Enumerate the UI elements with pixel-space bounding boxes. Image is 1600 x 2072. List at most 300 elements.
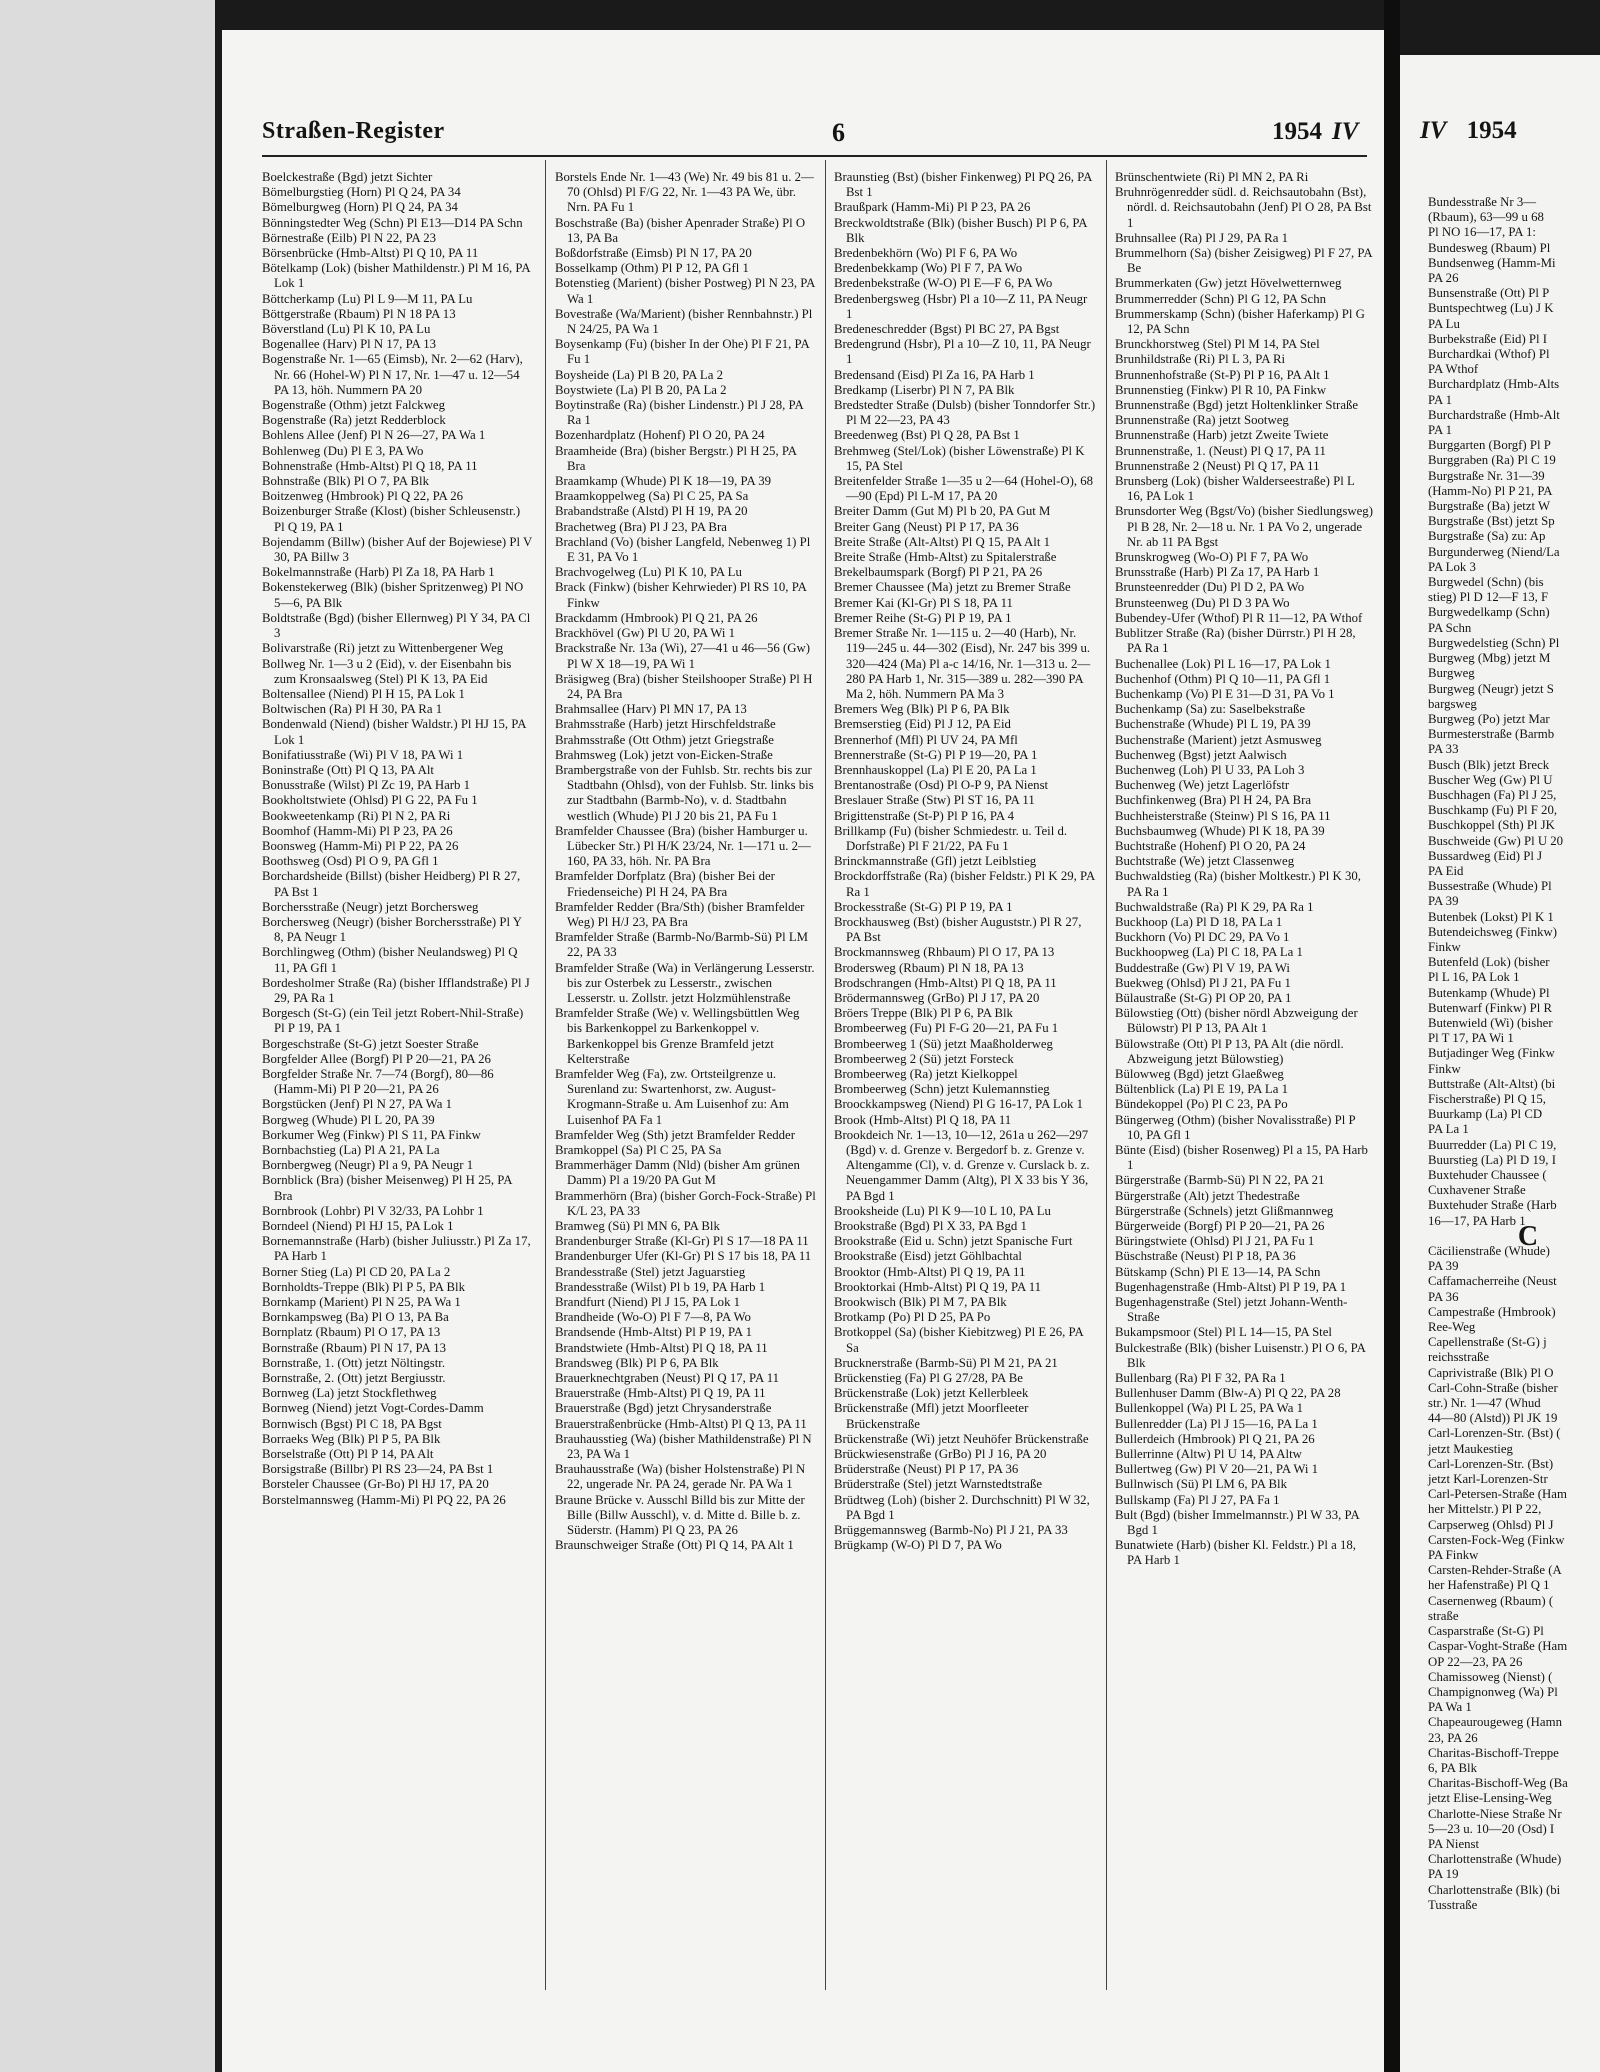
street-entry: Brunnenstraße 2 (Neust) Pl Q 17, PA 11 — [1115, 458, 1320, 473]
street-entry: Buckhoopweg (La) Pl C 18, PA La 1 — [1115, 945, 1303, 960]
street-entry: Brehmweg (Stel/Lok) (bisher Löwenstraße) Pl K 15, PA Stel — [834, 443, 1085, 473]
street-entry: Pl NO 16—17, PA 1: — [1428, 225, 1536, 240]
street-entry: Brüggemannsweg (Barmb-No) Pl J 21, PA 33 — [834, 1523, 1068, 1538]
street-entry: Borgfelder Straße Nr. 7—74 (Borgf), 80—86 (Hamm-Mi) Pl P 20—21, PA 26 — [262, 1066, 494, 1097]
street-entry: Burgstraße Nr. 31—39 — [1428, 468, 1545, 483]
street-entry: Böverstland (Lu) Pl K 10, PA Lu — [262, 322, 431, 337]
street-entry: Tusstraße — [1428, 1897, 1478, 1912]
street-entry: Capellenstraße (St-G) j — [1428, 1335, 1547, 1350]
street-entry: Bukampsmoor (Stel) Pl L 14—15, PA Stel — [1115, 1325, 1332, 1340]
street-entry: Brunnenhofstraße (St-P) Pl P 16, PA Alt 1 — [1115, 367, 1330, 382]
street-entry: Buchsbaumweg (Whude) Pl K 18, PA 39 — [1115, 823, 1325, 838]
street-entry: PA 1 — [1428, 423, 1453, 438]
street-entry: Bookholtstwiete (Ohlsd) Pl G 22, PA Fu 1 — [262, 793, 478, 808]
street-entry: Bürgerstraße (Barmb-Sü) Pl N 22, PA 21 — [1115, 1173, 1325, 1188]
street-entry: (Hamm-No) Pl P 21, PA — [1428, 483, 1553, 498]
street-entry: Brauerstraße (Bgd) jetzt Chrysanderstraße — [555, 1401, 772, 1416]
street-entry: Buchenweg (We) jetzt Lagerlöfstr — [1115, 778, 1290, 793]
street-entry: PA 1 — [1428, 392, 1453, 407]
street-entry: Bremer Straße Nr. 1—115 u. 2—40 (Harb), Nr. 119—245 u. 44—302 (Eisd), Nr. 247 bis 399 u. 320—424 (Ma) Pl a-c 14/16, Nr. 1—313 u. 2—280 PA Harb 1, Nr. 315—389 u. 282—390 PA Ma 2, höh. Nummern PA Ma 3 — [834, 626, 1091, 701]
street-entry: Burgwedelstieg (Schn) Pl — [1428, 635, 1560, 650]
street-entry: Bundesweg (Rbaum) Pl — [1428, 240, 1551, 255]
street-entry: Bullenredder (La) Pl J 15—16, PA La 1 — [1115, 1416, 1318, 1431]
street-entry: Bullerrinne (Altw) Pl U 14, PA Altw — [1115, 1447, 1302, 1462]
street-entry: Bonifatiusstraße (Wi) Pl V 18, PA Wi 1 — [262, 747, 464, 762]
street-entry: Boschstraße (Ba) (bisher Apenrader Straße) Pl O 13, PA Ba — [555, 215, 806, 245]
street-entry: Bruhnsallee (Ra) Pl J 29, PA Ra 1 — [1115, 230, 1288, 245]
street-entry: Brahmsstraße (Ott Othm) jetzt Griegstraße — [555, 732, 774, 747]
street-entry: Brookdeich Nr. 1—13, 10—12, 261a u 262—297 (Bgd) v. d. Grenze v. Bergedorf b. z. Grenze v. Altengamme (Cl), v. d. Grenze v. Curslack b. z. Neuengammer Damm (Altg), Pl X 33 bis Y 36, PA Bgd 1 — [834, 1127, 1090, 1203]
street-entry: Bornbergweg (Neugr) Pl a 9, PA Neugr 1 — [262, 1158, 474, 1173]
street-entry: Brodschrangen (Hmb-Altst) Pl Q 18, PA 11 — [834, 975, 1057, 990]
street-entry: Buntspechtweg (Lu) J K — [1428, 301, 1554, 316]
street-entry: PA La 1 — [1428, 1122, 1469, 1137]
section-letter: C — [1517, 1220, 1539, 1252]
street-entry: Burgwedelkamp (Schn) — [1428, 605, 1550, 620]
street-entry: Buckhorn (Vo) Pl DC 29, PA Vo 1 — [1115, 930, 1290, 945]
street-entry: 16—17, PA Harb 1 — [1428, 1213, 1526, 1228]
street-entry: Bramfelder Redder (Bra/Sth) (bisher Bramfelder Weg) Pl H/J 23, PA Bra — [555, 899, 805, 929]
street-entry: Brennerstraße (St-G) Pl P 19—20, PA 1 — [834, 747, 1038, 762]
street-entry: Butendeichsweg (Finkw) — [1428, 924, 1558, 939]
street-entry: Boysenkamp (Fu) (bisher In der Ohe) Pl F 21, PA Fu 1 — [555, 337, 810, 367]
street-entry: Bramfelder Chaussee (Bra) (bisher Hamburger u. Lübecker Str.) Pl H/K 23/24, Nr. 1—171 u. 2—160, PA 33, höh. Nr. PA Bra — [555, 823, 811, 869]
street-entry: Burggraben (Ra) Pl C 19 — [1428, 453, 1556, 468]
street-entry: Braußpark (Hamm-Mi) Pl P 23, PA 26 — [834, 200, 1031, 215]
street-entry: Bokelmannstraße (Harb) Pl Za 18, PA Harb 1 — [262, 565, 495, 580]
street-entry: Brandesstraße (Wilst) Pl b 19, PA Harb 1 — [555, 1279, 766, 1294]
street-entry: Bütskamp (Schn) Pl E 13—14, PA Schn — [1115, 1264, 1321, 1279]
street-entry: Brunckhorstweg (Stel) Pl M 14, PA Stel — [1115, 337, 1320, 352]
street-entry: stieg) Pl D 12—F 13, F — [1428, 590, 1549, 605]
street-entry: Bredenbergsweg (Hsbr) Pl a 10—Z 11, PA Neugr 1 — [834, 291, 1088, 321]
street-entry: Buurkamp (La) Pl CD — [1428, 1107, 1543, 1122]
street-entry: Brummerskamp (Schn) (bisher Haferkamp) Pl G 12, PA Schn — [1115, 306, 1365, 337]
street-entry: Buxtehuder Straße (Harb — [1428, 1198, 1557, 1213]
street-entry: Carl-Cohn-Straße (bisher — [1428, 1380, 1558, 1395]
street-entry: Brinckmannstraße (Gfl) jetzt Leiblstieg — [834, 854, 1037, 869]
street-entry: Burgstraße (Ba) jetzt W — [1428, 499, 1551, 514]
street-entry: Buchenhof (Othm) Pl Q 10—11, PA Gfl 1 — [1115, 671, 1331, 686]
street-entry: Brunsdorter Weg (Bgst/Vo) (bisher Siedlungsweg) Pl B 28, Nr. 2—18 u. Nr. 1 PA Vo 2, ungerade Nr. ab 11 PA Bgst — [1115, 504, 1373, 549]
street-entry: Brandsende (Hmb-Altst) Pl P 19, PA 1 — [555, 1325, 753, 1340]
street-entry: Boothsweg (Osd) Pl O 9, PA Gfl 1 — [262, 854, 439, 869]
street-entry: Bülowstieg (Ott) (bisher nördl Abzweigung der Bülowstr) Pl P 13, PA Alt 1 — [1115, 1006, 1358, 1036]
street-entry: Bornstraße, 1. (Ott) jetzt Nöltingstr. — [262, 1355, 446, 1370]
street-entry: Brookstraße (Eisd) jetzt Göhlbachtal — [834, 1249, 1022, 1264]
street-entry: Bubendey-Ufer (Wthof) Pl R 11—12, PA Wthof — [1115, 610, 1363, 625]
street-entry: Burgweg (Mbg) jetzt M — [1428, 651, 1551, 666]
street-entry: PA Schn — [1428, 620, 1472, 635]
street-entry: Brünschentwiete (Ri) Pl MN 2, PA Ri — [1115, 170, 1309, 184]
header-rule — [262, 155, 1367, 157]
street-entry: Brackhövel (Gw) Pl U 20, PA Wi 1 — [555, 626, 736, 641]
street-entry: Finkw — [1428, 1061, 1461, 1076]
street-entry: Bullenhuser Damm (Blw-A) Pl Q 22, PA 28 — [1115, 1386, 1341, 1401]
street-entry: Buchtstraße (We) jetzt Classenweg — [1115, 854, 1295, 869]
street-entry: Casparstraße (St-G) Pl — [1428, 1624, 1544, 1639]
street-entry: Bullskamp (Fa) Pl J 27, PA Fa 1 — [1115, 1492, 1280, 1507]
street-entry: Borraeks Weg (Blk) Pl P 5, PA Blk — [262, 1431, 441, 1446]
street-entry: PA 33 — [1428, 742, 1459, 757]
street-entry: Burgweg (Po) jetzt Mar — [1428, 711, 1550, 726]
street-entry: Bornblick (Bra) (bisher Meisenweg) Pl H 25, PA Bra — [262, 1173, 512, 1203]
street-entry: Boizenburger Straße (Klost) (bisher Schleusenstr.) Pl Q 19, PA 1 — [262, 504, 521, 534]
street-entry: Bremer Chaussee (Ma) jetzt zu Bremer Straße — [834, 580, 1071, 595]
street-entry: Bundsenweg (Hamm-Mi — [1428, 255, 1556, 270]
street-entry: Buschkamp (Fu) Pl F 20, — [1428, 803, 1558, 818]
street-entry: Pl L 16, PA Lok 1 — [1428, 970, 1520, 985]
street-entry: Carl-Petersen-Straße (Ham — [1428, 1487, 1567, 1502]
street-entry: PA Eid — [1428, 863, 1464, 878]
street-entry: Finkw — [1428, 939, 1461, 954]
street-entry: Carsten-Rehder-Straße (A — [1428, 1563, 1562, 1578]
street-entry: PA 26 — [1428, 271, 1459, 286]
street-entry: Brunnenstraße (Harb) jetzt Zweite Twiete — [1115, 428, 1329, 443]
street-entry: Buckhoop (La) Pl D 18, PA La 1 — [1115, 914, 1283, 929]
street-entry: Buschhagen (Fa) Pl J 25, — [1428, 787, 1557, 802]
street-entry: Brigittenstraße (St-P) Pl P 16, PA 4 — [834, 808, 1015, 823]
street-entry: Brackstraße Nr. 13a (Wi), 27—41 u 46—56 (Gw) Pl W X 18—19, PA Wi 1 — [555, 641, 811, 671]
street-entry: Brunnenstraße, 1. (Neust) Pl Q 17, PA 11 — [1115, 443, 1326, 458]
street-entry: Bussardweg (Eid) Pl J — [1428, 848, 1543, 863]
street-entry: Brandfurt (Niend) Pl J 15, PA Lok 1 — [555, 1295, 741, 1310]
street-entry: Bredengrund (Hsbr), Pl a 10—Z 10, 11, PA Neugr 1 — [834, 337, 1091, 367]
street-entry: PA Wa 1 — [1428, 1700, 1472, 1715]
street-entry: Borsteler Chaussee (Gr-Bo) Pl HJ 17, PA 20 — [262, 1477, 489, 1492]
street-entry: Bredeneschredder (Bgst) Pl BC 27, PA Bgst — [834, 322, 1060, 337]
street-entry: Brombeerweg (Fu) Pl F-G 20—21, PA Fu 1 — [834, 1021, 1059, 1036]
street-entry: Buchfinkenweg (Bra) Pl H 24, PA Bra — [1115, 793, 1312, 808]
street-entry: Bornweg (Niend) jetzt Vogt-Cordes-Damm — [262, 1401, 484, 1416]
street-entry: Bramfelder Straße (Wa) in Verlängerung Lesserstr. bis zur Osterbek zu Lesserstr., zwischen Lesserstr. u. Zollstr. jetzt Holzmühlenstraße — [555, 960, 815, 1005]
street-entry: Brockdorffstraße (Ra) (bisher Feldstr.) Pl K 29, PA Ra 1 — [834, 869, 1095, 899]
street-entry: Brunskrogweg (Wo-O) Pl F 7, PA Wo — [1115, 550, 1309, 565]
street-entry: Brunsstraße (Harb) Pl Za 17, PA Harb 1 — [1115, 565, 1320, 580]
street-entry: Braamkamp (Whude) Pl K 18—19, PA 39 — [555, 474, 771, 489]
street-entry: Brunnenstieg (Finkw) Pl R 10, PA Finkw — [1115, 382, 1327, 397]
street-entry: Bömelburgstieg (Horn) Pl Q 24, PA 34 — [262, 185, 461, 200]
street-entry: Brandesstraße (Stel) jetzt Jaguarstieg — [555, 1264, 746, 1279]
street-entry: Boonsweg (Hamm-Mi) Pl P 22, PA 26 — [262, 838, 459, 853]
column-divider — [825, 160, 826, 1990]
street-entry: Bolivarstraße (Ri) jetzt zu Wittenbergener Weg — [262, 641, 504, 656]
page-year: 1954 — [1272, 118, 1322, 145]
street-entry: Bönningstedter Weg (Schn) Pl E13—D14 PA Schn — [262, 215, 523, 230]
street-entry: Buchenkamp (Sa) zu: Saselbekstraße — [1115, 702, 1306, 717]
street-entry: Brennerhof (Mfl) Pl UV 24, PA Mfl — [834, 732, 1018, 747]
street-entry: Bramfelder Straße (We) v. Wellingsbüttlen Weg bis Barkenkoppel zu Barkenkoppel v. Barkenkoppel bis Grenze Bramfeld jetzt Kelterstraße — [555, 1006, 800, 1066]
street-column-1 — [262, 170, 532, 1970]
street-entry: Borstels Ende Nr. 1—43 (We) Nr. 49 bis 81 u. 2—70 (Ohlsd) Pl F/G 22, Nr. 1—43 PA We, übr. Nrn. PA Fu 1 — [555, 170, 814, 215]
street-entry: Borselstraße (Ott) Pl P 14, PA Alt — [262, 1447, 434, 1462]
street-entry: 6, PA Blk — [1428, 1760, 1477, 1775]
street-entry: Brüdtweg (Loh) (bisher 2. Durchschnitt) Pl W 32, PA Bgd 1 — [834, 1492, 1090, 1522]
street-entry: Chamissoweg (Nienst) ( — [1428, 1669, 1553, 1684]
street-entry: Bremers Weg (Blk) Pl P 6, PA Blk — [834, 702, 1010, 717]
street-entry: straße — [1428, 1608, 1459, 1623]
register-page — [222, 30, 1384, 2072]
street-entry: Brunsteenweg (Du) Pl D 3 PA Wo — [1115, 595, 1290, 610]
street-entry: Brauhausstieg (Wa) (bisher Mathildenstraße) Pl N 23, PA Wa 1 — [555, 1431, 812, 1462]
page-volume: IV — [1332, 118, 1359, 145]
street-entry: Bohlens Allee (Jenf) Pl N 26—27, PA Wa 1 — [262, 428, 486, 443]
street-entry: jetzt Maukestieg — [1428, 1441, 1513, 1456]
street-entry: PA 36 — [1428, 1289, 1459, 1304]
street-entry: Bojendamm (Billw) (bisher Auf der Bojewiese) Pl V 30, PA Billw 3 — [262, 534, 532, 565]
street-entry: Bornwisch (Bgst) Pl C 18, PA Bgst — [262, 1416, 442, 1431]
street-entry: Pl T 17, PA Wi 1 — [1428, 1031, 1514, 1046]
street-entry: Bonusstraße (Wilst) Pl Zc 19, PA Harb 1 — [262, 778, 471, 793]
street-entry: Breiter Damm (Gut M) Pl b 20, PA Gut M — [834, 504, 1051, 519]
street-entry: Bremserstieg (Eid) Pl J 12, PA Eid — [834, 717, 1011, 732]
street-entry: Champignonweg (Wa) Pl — [1428, 1684, 1558, 1699]
street-entry: Brauhausstraße (Wa) (bisher Holstenstraße) Pl N 22, ungerade Nr. PA 24, gerade Nr. PA Wa 1 — [555, 1462, 806, 1492]
street-entry: Brunsteenredder (Du) Pl D 2, PA Wo — [1115, 580, 1305, 595]
street-entry: Brunnenstraße (Ra) jetzt Sootweg — [1115, 413, 1289, 428]
street-entry: Borstelmannsweg (Hamm-Mi) Pl PQ 22, PA 26 — [262, 1492, 506, 1507]
street-entry: Breiter Gang (Neust) Pl P 17, PA 36 — [834, 519, 1019, 534]
street-entry: Brückwiesenstraße (GrBo) Pl J 16, PA 20 — [834, 1447, 1047, 1462]
street-entry: Bornkamp (Marient) Pl N 25, PA Wa 1 — [262, 1295, 461, 1310]
street-entry: Brummerkaten (Gw) jetzt Hövelwetternweg — [1115, 276, 1342, 291]
street-entry: Brookstraße (Bgd) Pl X 33, PA Bgd 1 — [834, 1219, 1027, 1234]
street-entry: Brüderstraße (Stel) jetzt Warnstedtstraße — [834, 1477, 1043, 1492]
street-entry: Burchardstraße (Hmb-Alt — [1428, 407, 1560, 422]
street-entry: Bornstraße (Rbaum) Pl N 17, PA 13 — [262, 1340, 447, 1355]
street-entry: Bremer Reihe (St-G) Pl P 19, PA 1 — [834, 610, 1012, 625]
facing-page-volume: IV — [1420, 117, 1447, 144]
street-entry: Braunstieg (Bst) (bisher Finkenweg) Pl PQ 26, PA Bst 1 — [834, 170, 1092, 200]
street-entry: Bogenstraße (Othm) jetzt Falckweg — [262, 398, 446, 413]
street-entry: Börnestraße (Eilb) Pl N 22, PA 23 — [262, 230, 437, 245]
street-entry: Charlotte-Niese Straße Nr — [1428, 1806, 1562, 1821]
street-entry: PA Wthof — [1428, 362, 1479, 377]
street-entry: Butenfeld (Lok) (bisher — [1428, 955, 1550, 970]
street-entry: Bokenstekerweg (Blk) (bisher Spritzenweg) Pl NO 5—6, PA Blk — [262, 580, 524, 610]
street-entry: Bredensand (Eisd) Pl Za 16, PA Harb 1 — [834, 367, 1035, 382]
street-entry: her Hafenstraße) Pl Q 1 — [1428, 1578, 1550, 1593]
street-entry: Bürgerstraße (Schnels) jetzt Glißmannweg — [1115, 1203, 1334, 1218]
street-entry: Carl-Lorenzen-Str. (Bst) — [1428, 1456, 1554, 1471]
street-entry: Bornweg (La) jetzt Stockflethweg — [262, 1386, 437, 1401]
street-entry: Brauerknechtgraben (Neust) Pl Q 17, PA 11 — [555, 1371, 780, 1386]
street-entry: (Rbaum), 63—99 u 68 — [1428, 210, 1544, 225]
street-entry: Brahmsweg (Lok) jetzt von-Eicken-Straße — [555, 747, 773, 762]
street-column-2 — [555, 170, 817, 1970]
street-entry: Buchwaldstraße (Ra) Pl K 29, PA Ra 1 — [1115, 899, 1314, 914]
street-entry: Brombeerweg (Schn) jetzt Kulemannstieg — [834, 1082, 1050, 1097]
street-entry: Boltensallee (Niend) Pl H 15, PA Lok 1 — [262, 686, 465, 701]
street-entry: Buchheisterstraße (Steinw) Pl S 16, PA 11 — [1115, 808, 1331, 823]
street-entry: Boninstraße (Ott) Pl Q 13, PA Alt — [262, 762, 434, 777]
street-entry: Bülaustraße (St-G) Pl OP 20, PA 1 — [1115, 990, 1292, 1005]
street-entry: Borgeschstraße (St-G) jetzt Soester Straße — [262, 1036, 479, 1051]
street-entry: Brummelhorn (Sa) (bisher Zeisigweg) Pl F 27, PA Be — [1115, 246, 1372, 276]
street-entry: Bredenbekkamp (Wo) Pl F 7, PA Wo — [834, 261, 1023, 276]
street-entry: Borgesch (St-G) (ein Teil jetzt Robert-Nhil-Straße) Pl P 19, PA 1 — [262, 1006, 524, 1036]
street-entry: Braamkoppelweg (Sa) Pl C 25, PA Sa — [555, 489, 749, 504]
street-entry: Brooktorkai (Hmb-Altst) Pl Q 19, PA 11 — [834, 1279, 1042, 1294]
street-entry: Bramfelder Straße (Barmb-No/Barmb-Sü) Pl LM 22, PA 33 — [555, 930, 809, 960]
street-entry: Cuxhavener Straße — [1428, 1183, 1526, 1198]
street-entry: Böttcherkamp (Lu) Pl L 9—M 11, PA Lu — [262, 291, 473, 306]
street-entry: Borndeel (Niend) Pl HJ 15, PA Lok 1 — [262, 1219, 454, 1234]
street-entry: Borkumer Weg (Finkw) Pl S 11, PA Finkw — [262, 1127, 481, 1142]
street-entry: Brackdamm (Hmbrook) Pl Q 21, PA 26 — [555, 610, 758, 625]
street-entry: Borchlingweg (Othm) (bisher Neulandsweg) Pl Q 11, PA Gfl 1 — [262, 945, 518, 975]
street-entry: Borgweg (Whude) Pl L 20, PA 39 — [262, 1112, 435, 1127]
street-entry: 5—23 u. 10—20 (Osd) I — [1428, 1821, 1555, 1836]
street-entry: Bundesstraße Nr 3— — [1428, 195, 1537, 209]
street-entry: str.) Nr. 1—47 (Whud — [1428, 1396, 1541, 1411]
street-entry: Bullenkoppel (Wa) Pl L 25, PA Wa 1 — [1115, 1401, 1303, 1416]
street-entry: Brentanostraße (Osd) Pl O-P 9, PA Nienst — [834, 778, 1049, 793]
street-entry: Butenwield (Wi) (bisher — [1428, 1015, 1553, 1030]
street-entry: Brügkamp (W-O) Pl D 7, PA Wo — [834, 1538, 1002, 1553]
street-entry: Bogenallee (Harv) Pl N 17, PA 13 — [262, 337, 437, 352]
street-entry: Buekweg (Ohlsd) Pl J 21, PA Fu 1 — [1115, 975, 1291, 990]
facing-page-header — [1420, 117, 1517, 145]
street-entry: Brummerredder (Schn) Pl G 12, PA Schn — [1115, 291, 1327, 306]
street-entry: Bohnstraße (Blk) Pl O 7, PA Blk — [262, 474, 429, 489]
street-entry: her Mittelstr.) Pl P 22, — [1428, 1502, 1542, 1517]
street-entry: Carl-Lorenzen-Str. (Bst) ( — [1428, 1426, 1561, 1441]
street-entry: Boitzenweg (Hmbrook) Pl Q 22, PA 26 — [262, 489, 464, 504]
street-entry: Brauerstraße (Hmb-Altst) Pl Q 19, PA 11 — [555, 1386, 766, 1401]
street-entry: Brambergstraße von der Fuhlsb. Str. rechts bis zur Stadtbahn (Ohlsd), von der Fuhlsb. Str. links bis zur Stadtbahn (Barmb-No), v. d. Stadtbahn westlich (Whude) Pl J 20 bis 21, PA Fu 1 — [555, 762, 814, 823]
street-entry: Buscher Weg (Gw) Pl U — [1428, 772, 1553, 787]
street-entry: Caffamacherreihe (Neust — [1428, 1274, 1557, 1289]
street-column-3 — [834, 170, 1096, 1970]
street-entry: Bosselkamp (Othm) Pl P 12, PA Gfl 1 — [555, 261, 749, 276]
street-entry: Boßdorfstraße (Eimsb) Pl N 17, PA 20 — [555, 246, 752, 261]
street-entry: Buttstraße (Alt-Altst) (bi — [1428, 1076, 1556, 1091]
street-entry: Brookwisch (Blk) Pl M 7, PA Blk — [834, 1295, 1007, 1310]
street-entry: Bunsenstraße (Ott) Pl P — [1428, 286, 1550, 301]
street-entry: Boysheide (La) Pl B 20, PA La 2 — [555, 367, 724, 382]
facing-page — [1400, 55, 1600, 2072]
street-entry: Bürgerstraße (Alt) jetzt Thedestraße — [1115, 1188, 1300, 1203]
street-entry: Bröers Treppe (Blk) Pl P 6, PA Blk — [834, 1006, 1013, 1021]
street-entry: Bültenblick (La) Pl E 19, PA La 1 — [1115, 1082, 1288, 1097]
page-number: 6 — [832, 118, 845, 147]
street-entry: Burgunderweg (Niend/La — [1428, 544, 1560, 559]
street-entry: Brahmsallee (Harv) Pl MN 17, PA 13 — [555, 702, 747, 717]
street-entry: Brotkamp (Po) Pl D 25, PA Po — [834, 1310, 991, 1325]
street-entry: PA Nienst — [1428, 1836, 1480, 1851]
street-entry: Büringstwiete (Ohlsd) Pl J 21, PA Fu 1 — [1115, 1234, 1315, 1249]
street-entry: Borgstücken (Jenf) Pl N 27, PA Wa 1 — [262, 1097, 452, 1112]
street-entry: Buddestraße (Gw) Pl V 19, PA Wi — [1115, 960, 1290, 975]
street-entry: Breslauer Straße (Stw) Pl ST 16, PA 11 — [834, 793, 1035, 808]
street-entry: Bohlenweg (Du) Pl E 3, PA Wo — [262, 443, 424, 458]
street-entry: Brekelbaumspark (Borgf) Pl P 21, PA 26 — [834, 565, 1043, 580]
book-gutter — [1384, 0, 1400, 2072]
street-entry: Carpserweg (Ohlsd) Pl J — [1428, 1517, 1554, 1532]
street-entry: Bornbachstieg (La) Pl A 21, PA La — [262, 1143, 440, 1157]
street-entry: PA 39 — [1428, 894, 1459, 909]
street-entry: Buchenallee (Lok) Pl L 16—17, PA Lok 1 — [1115, 656, 1331, 671]
street-entry: Bündekoppel (Po) Pl C 23, PA Po — [1115, 1097, 1288, 1112]
street-entry: Bullnwisch (Sü) Pl LM 6, PA Blk — [1115, 1477, 1287, 1492]
street-entry: Brombeerweg 1 (Sü) jetzt Maaßholderweg — [834, 1036, 1053, 1051]
street-column-4 — [1115, 170, 1373, 1970]
street-entry: Chapeaurougeweg (Hamn — [1428, 1715, 1562, 1730]
street-entry: Brillkamp (Fu) (bisher Schmiedestr. u. Teil d. Dorfstraße) Pl F 21/22, PA Fu 1 — [834, 823, 1068, 853]
street-entry: Broockkampsweg (Niend) Pl G 16-17, PA Lok 1 — [834, 1097, 1084, 1112]
street-entry: Brauerstraßenbrücke (Hmb-Altst) Pl Q 13, PA 11 — [555, 1416, 807, 1431]
facing-page-year: 1954 — [1466, 117, 1517, 144]
street-entry: Breedenweg (Bst) Pl Q 28, PA Bst 1 — [834, 428, 1020, 443]
street-entry: Brombeerweg (Ra) jetzt Kielkoppel — [834, 1066, 1018, 1081]
street-entry: Burggarten (Borgf) Pl P — [1428, 438, 1551, 453]
street-entry: 44—80 (Alstd)) Pl JK 19 — [1428, 1411, 1558, 1426]
street-entry: Bornkampsweg (Ba) Pl O 13, PA Ba — [262, 1310, 449, 1325]
street-entry: Brooktor (Hmb-Altst) Pl Q 19, PA 11 — [834, 1264, 1026, 1279]
street-entry: Büngerweg (Othm) (bisher Novalisstraße) Pl P 10, PA Gfl 1 — [1115, 1112, 1356, 1142]
street-entry: Buchenkamp (Vo) Pl E 31—D 31, PA Vo 1 — [1115, 686, 1335, 701]
street-entry: Bräsigweg (Bra) (bisher Steilshooper Straße) Pl H 24, PA Bra — [555, 671, 813, 701]
street-entry: Brandheide (Wo-O) Pl F 7—8, PA Wo — [555, 1310, 751, 1325]
street-entry: Bredstedter Straße (Dulsb) (bisher Tonndorfer Str.) Pl M 22—23, PA 43 — [834, 398, 1096, 428]
street-entry: Bülowweg (Bgd) jetzt Glaeßweg — [1115, 1066, 1284, 1081]
street-entry: Brodersweg (Rbaum) Pl N 18, PA 13 — [834, 960, 1024, 975]
street-entry: Busch (Blk) jetzt Breck — [1428, 757, 1550, 772]
street-entry: Bredenbekhörn (Wo) Pl F 6, PA Wo — [834, 246, 1018, 261]
street-entry: Boystwiete (La) Pl B 20, PA La 2 — [555, 382, 727, 397]
street-entry: Bollweg Nr. 1—3 u 2 (Eid), v. der Eisenbahn bis zum Kronsaalsweg (Stel) Pl K 13, PA Eid — [262, 656, 512, 686]
street-entry: Brunhildstraße (Ri) Pl L 3, PA Ri — [1115, 352, 1286, 367]
column-divider — [1106, 160, 1107, 1990]
street-entry: Bogenstraße (Ra) jetzt Redderblock — [262, 413, 446, 428]
street-entry: Bugenhagenstraße (Hmb-Altst) Pl P 19, PA 1 — [1115, 1279, 1347, 1294]
street-entry: Charitas-Bischoff-Weg (Ba — [1428, 1776, 1568, 1791]
street-entry: Brandenburger Ufer (Kl-Gr) Pl S 17 bis 18, PA 11 — [555, 1249, 812, 1264]
street-entry: Brotkoppel (Sa) (bisher Kiebitzweg) Pl E 26, PA Sa — [834, 1325, 1084, 1355]
street-entry: Brandsweg (Blk) Pl P 6, PA Blk — [555, 1355, 719, 1370]
street-entry: Bornplatz (Rbaum) Pl O 17, PA 13 — [262, 1325, 441, 1340]
street-entry: Bornstraße, 2. (Ott) jetzt Bergiusstr. — [262, 1371, 446, 1386]
street-entry: Buschkoppel (Sth) Pl JK — [1428, 818, 1555, 833]
street-entry: Brack (Finkw) (bisher Kehrwieder) Pl RS 10, PA Finkw — [555, 580, 807, 610]
street-entry: Bülowstraße (Ott) Pl P 13, PA Alt (die nördl. Abzweigung jetzt Bülowstieg) — [1115, 1036, 1344, 1066]
street-entry: Bornbrook (Lohbr) Pl V 32/33, PA Lohbr 1 — [262, 1203, 484, 1218]
street-entry: Bruhnrögenredder südl. d. Reichsautobahn (Bst), nördl. d. Reichsautobahn (Jenf) Pl O 28, PA Bst 1 — [1115, 185, 1372, 230]
street-entry: reichsstraße — [1428, 1350, 1490, 1365]
street-entry: Bulckestraße (Blk) (bisher Luisenstr.) Pl O 6, PA Blk — [1115, 1340, 1366, 1370]
street-entry: Burgwedel (Schn) (bis — [1428, 575, 1544, 590]
street-entry: Bramfelder Weg (Sth) jetzt Bramfelder Redder — [555, 1127, 796, 1142]
street-entry: Brookstraße (Eid u. Schn) jetzt Spanische Furt — [834, 1234, 1073, 1249]
street-entry: Brandstwiete (Hmb-Altst) Pl Q 18, PA 11 — [555, 1340, 768, 1355]
street-entry: Buurstieg (La) Pl D 19, I — [1428, 1152, 1556, 1167]
street-entry: Brachvogelweg (Lu) Pl K 10, PA Lu — [555, 565, 742, 580]
street-entry: Börsenbrücke (Hmb-Altst) Pl Q 10, PA 11 — [262, 246, 479, 261]
street-entry: Campestraße (Hmbrook) — [1428, 1304, 1556, 1319]
street-entry: Bullertweg (Gw) Pl V 20—21, PA Wi 1 — [1115, 1462, 1319, 1477]
street-entry: Brombeerweg 2 (Sü) jetzt Forsteck — [834, 1051, 1014, 1066]
street-entry: Bondenwald (Niend) (bisher Waldstr.) Pl HJ 15, PA Lok 1 — [262, 717, 526, 747]
street-entry: Borchersweg (Neugr) (bisher Borchersstraße) Pl Y 8, PA Neugr 1 — [262, 914, 522, 945]
street-entry: PA 19 — [1428, 1867, 1459, 1882]
street-entry: Buxtehuder Chaussee ( — [1428, 1168, 1547, 1182]
street-entry: Bussestraße (Whude) Pl — [1428, 879, 1552, 894]
street-entry: Charlottenstraße (Whude) — [1428, 1852, 1562, 1867]
street-entry: Bramkoppel (Sa) Pl C 25, PA Sa — [555, 1143, 722, 1157]
street-entry: Braune Brücke v. Ausschl Billd bis zur Mitte der Bille (Billw Ausschl), v. d. Mitte d. Bille b. z. Süderstr. (Hamm) Pl Q 23, PA 26 — [555, 1492, 805, 1538]
street-entry: Brachetweg (Bra) Pl J 23, PA Bra — [555, 519, 727, 534]
